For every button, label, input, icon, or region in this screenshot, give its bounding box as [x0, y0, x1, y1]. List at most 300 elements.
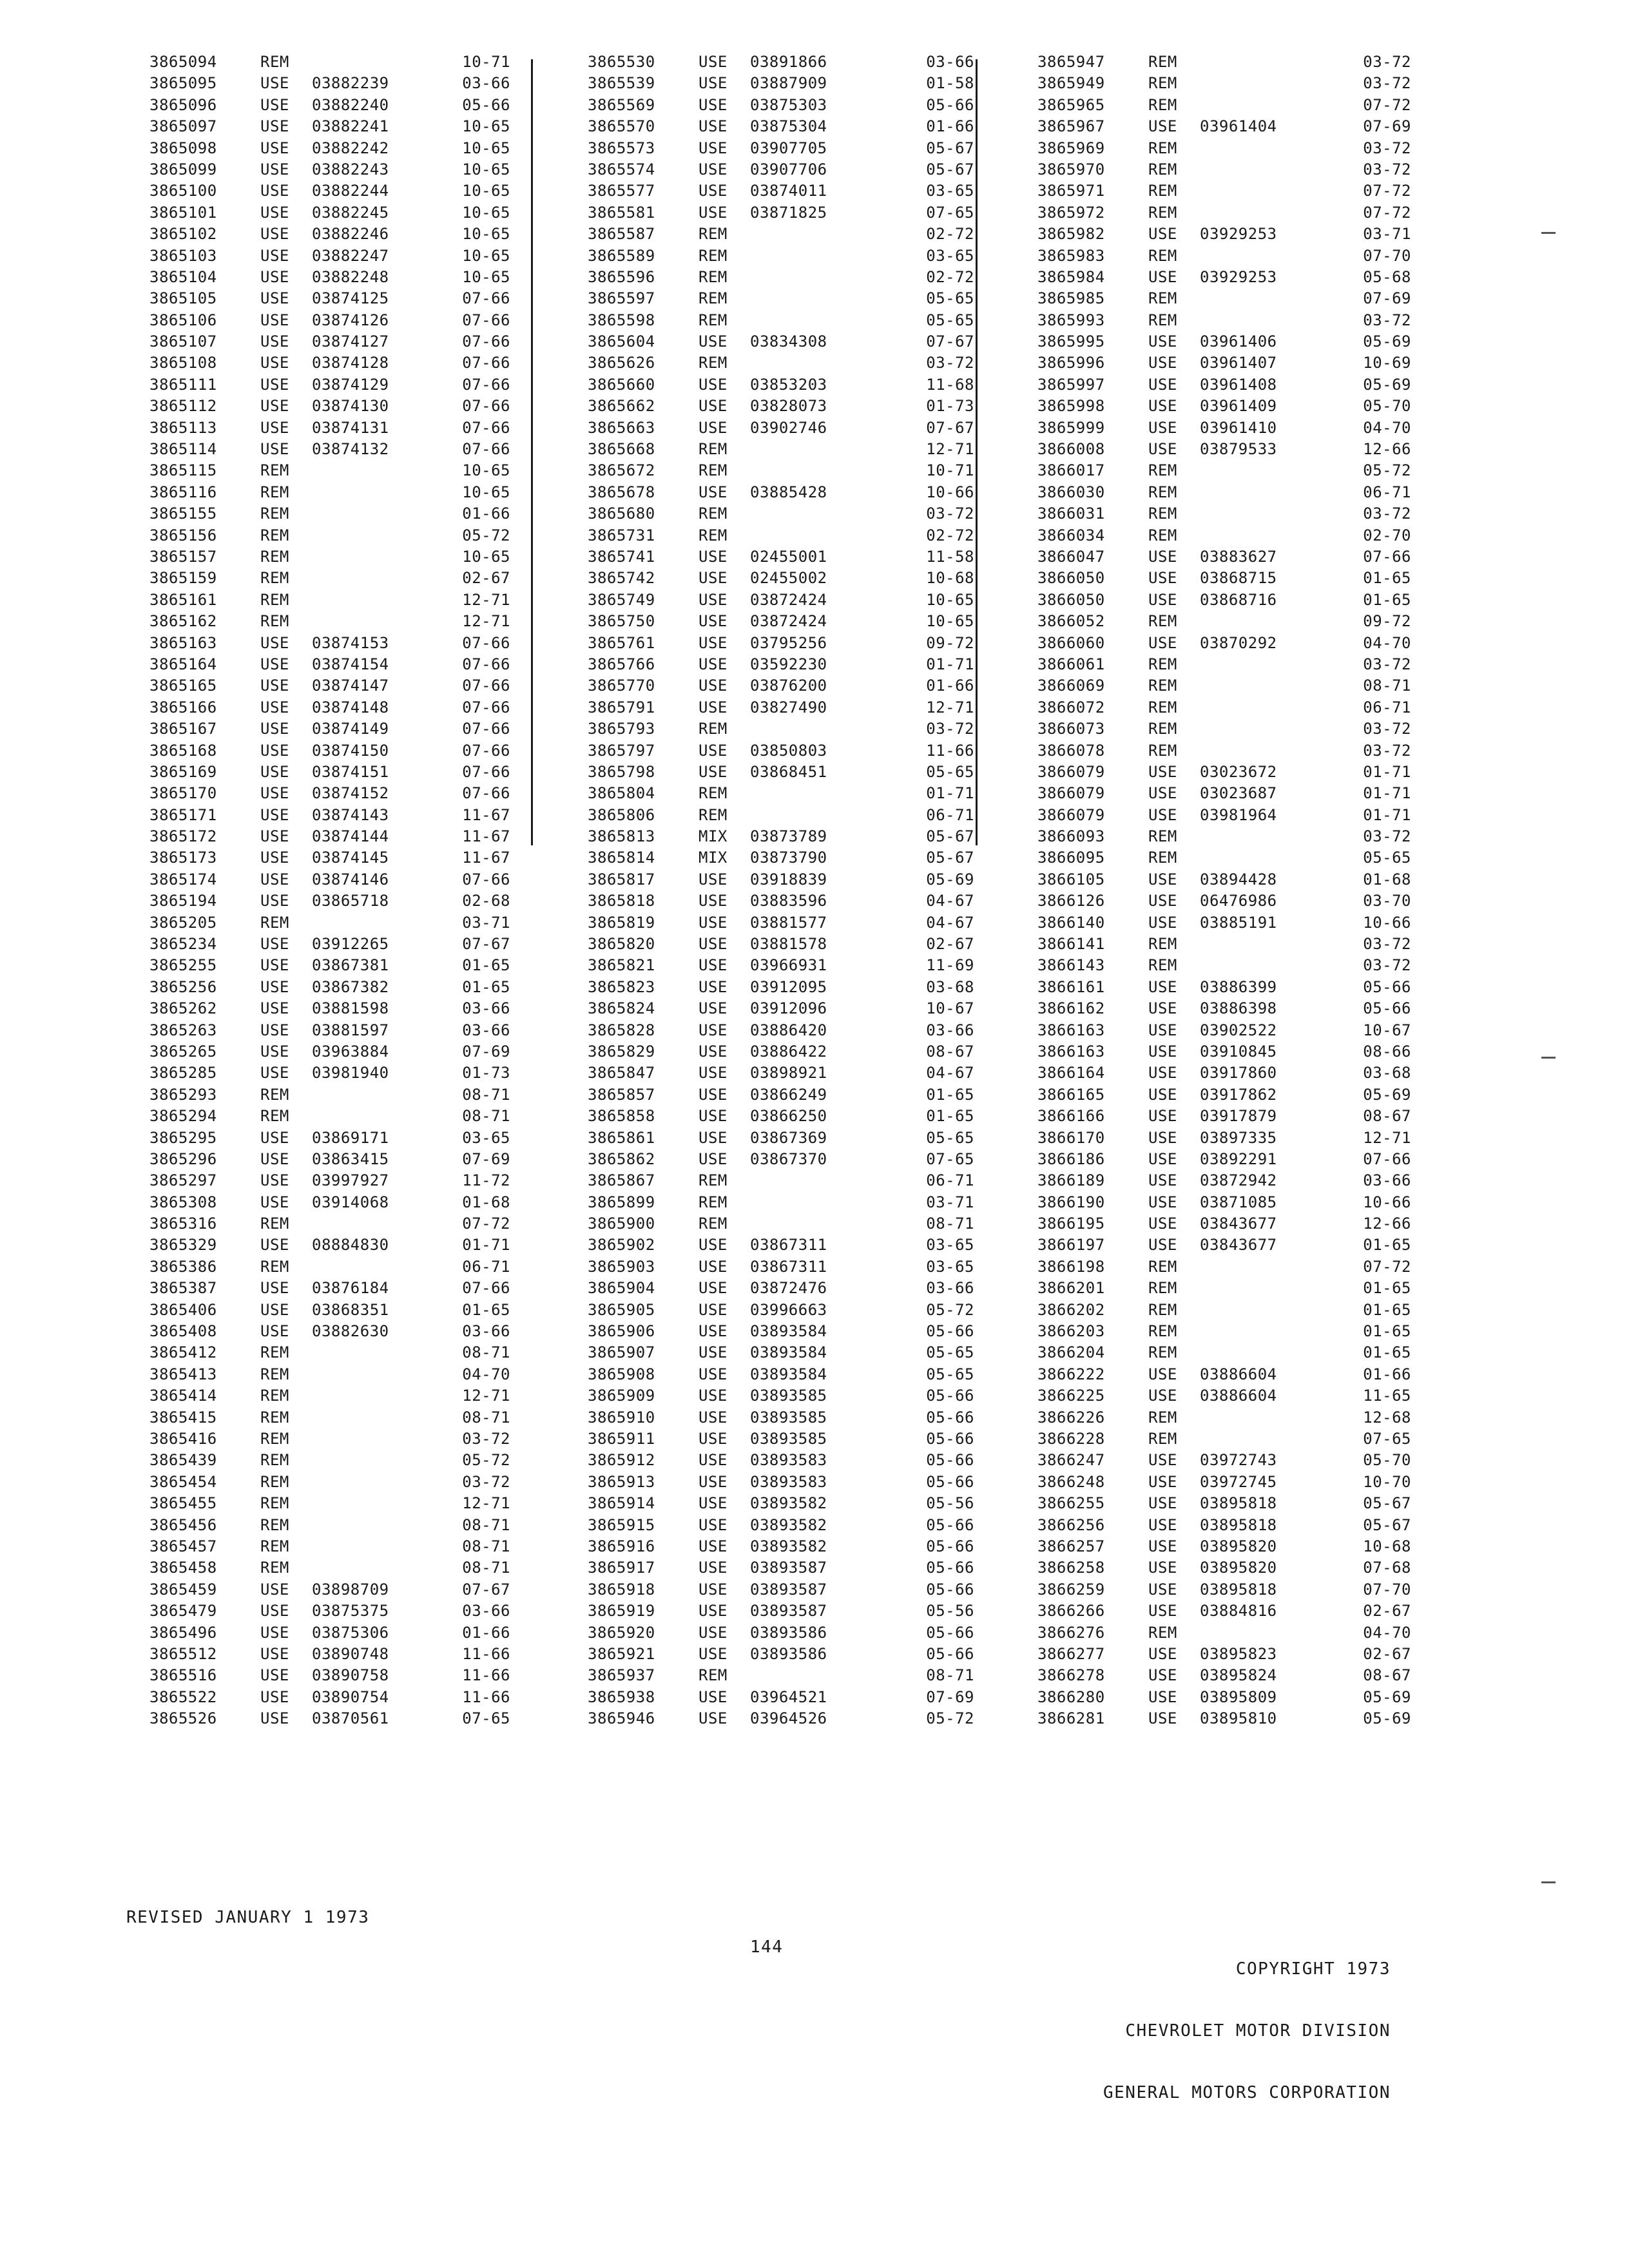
part-number: 3865906 — [588, 1322, 655, 1341]
replacement-number: 03874151 — [312, 762, 389, 781]
part-number: 3865938 — [588, 1687, 655, 1706]
action-code: USE — [699, 1021, 728, 1039]
action-code: USE — [1148, 440, 1177, 459]
part-number: 3865103 — [149, 246, 217, 265]
replacement-number: 03898709 — [312, 1580, 389, 1599]
part-number: 3865678 — [588, 483, 655, 501]
replacement-number: 03981964 — [1200, 805, 1277, 824]
action-code: REM — [1148, 483, 1177, 501]
table-row — [588, 95, 974, 116]
effective-date: 07-66 — [462, 289, 510, 308]
effective-date: 07-66 — [462, 354, 510, 372]
effective-date: 08-66 — [1363, 1042, 1411, 1061]
table-row — [1037, 1278, 1411, 1299]
effective-date: 07-66 — [462, 762, 510, 781]
action-code: USE — [699, 1537, 728, 1555]
effective-date: 07-69 — [462, 1149, 510, 1168]
part-number: 3866201 — [1037, 1279, 1105, 1298]
effective-date: 05-56 — [926, 1494, 974, 1513]
replacement-number: 03893586 — [750, 1644, 827, 1663]
table-row — [1037, 654, 1411, 675]
action-code: REM — [260, 1537, 289, 1555]
action-code: REM — [1148, 677, 1177, 695]
action-code: USE — [699, 182, 728, 200]
action-code: USE — [260, 1193, 289, 1211]
effective-date: 01-73 — [926, 397, 974, 416]
effective-date: 05-66 — [926, 1644, 974, 1663]
action-code: USE — [1148, 1042, 1177, 1061]
part-number: 3865917 — [588, 1559, 655, 1577]
replacement-number: 03907706 — [750, 160, 827, 178]
action-code: USE — [1148, 1580, 1177, 1599]
action-code: USE — [260, 1687, 289, 1706]
replacement-number: 03912095 — [750, 977, 827, 996]
table-row — [588, 805, 974, 826]
effective-date: 05-69 — [1363, 1709, 1411, 1728]
action-code: REM — [260, 1365, 289, 1383]
part-number: 3865806 — [588, 805, 655, 824]
part-number: 3866079 — [1037, 805, 1105, 824]
table-row — [1037, 159, 1411, 180]
effective-date: 10-65 — [462, 225, 510, 244]
part-number: 3865971 — [1037, 182, 1105, 200]
action-code: USE — [1148, 354, 1177, 372]
action-code: REM — [260, 590, 289, 609]
table-row — [1037, 697, 1411, 718]
table-row — [1037, 1450, 1411, 1471]
effective-date: 10-65 — [462, 160, 510, 178]
effective-date: 12-71 — [462, 612, 510, 631]
part-number: 3865904 — [588, 1279, 655, 1298]
replacement-number: 03910845 — [1200, 1042, 1277, 1061]
action-code: REM — [260, 913, 289, 932]
table-row — [1037, 1600, 1411, 1622]
effective-date: 05-67 — [926, 849, 974, 867]
table-row — [1037, 439, 1411, 460]
replacement-number: 03893585 — [750, 1430, 827, 1448]
action-code: USE — [260, 655, 289, 673]
part-number: 3865899 — [588, 1193, 655, 1211]
table-row — [588, 525, 974, 546]
effective-date: 10-66 — [926, 483, 974, 501]
part-number: 3866079 — [1037, 784, 1105, 803]
table-row — [149, 1041, 510, 1062]
table-row — [588, 762, 974, 783]
action-code: USE — [699, 332, 728, 351]
replacement-number: 03843677 — [1200, 1215, 1277, 1233]
action-code: USE — [699, 53, 728, 71]
action-code: USE — [260, 956, 289, 975]
table-row — [588, 1450, 974, 1471]
table-row — [149, 869, 510, 890]
effective-date: 04-70 — [1363, 1623, 1411, 1642]
replacement-number: 03895824 — [1200, 1666, 1277, 1685]
action-code: REM — [260, 1387, 289, 1405]
table-row — [149, 590, 510, 611]
replacement-number: 03893582 — [750, 1537, 827, 1555]
effective-date: 03-70 — [1363, 892, 1411, 910]
action-code: USE — [1148, 1171, 1177, 1190]
table-row — [588, 1256, 974, 1278]
effective-date: 01-65 — [1363, 1279, 1411, 1298]
action-code: USE — [699, 117, 728, 136]
effective-date: 03-71 — [926, 1193, 974, 1211]
replacement-number: 03023672 — [1200, 762, 1277, 781]
column-divider — [531, 59, 533, 845]
replacement-number: 03875375 — [312, 1602, 389, 1620]
effective-date: 05-56 — [926, 1602, 974, 1620]
effective-date: 12-71 — [926, 698, 974, 716]
action-code: USE — [699, 95, 728, 114]
replacement-number: 03874144 — [312, 827, 389, 846]
effective-date: 10-65 — [462, 117, 510, 136]
part-number: 3865113 — [149, 418, 217, 437]
action-code: USE — [699, 655, 728, 673]
part-number: 3865910 — [588, 1408, 655, 1427]
table-row — [1037, 1062, 1411, 1084]
part-number: 3865106 — [149, 311, 217, 329]
action-code: USE — [260, 418, 289, 437]
action-code: REM — [1148, 246, 1177, 265]
replacement-number: 03867311 — [750, 1257, 827, 1276]
table-row — [1037, 95, 1411, 116]
part-number: 3866140 — [1037, 913, 1105, 932]
effective-date: 02-67 — [1363, 1602, 1411, 1620]
table-row — [588, 159, 974, 180]
effective-date: 07-69 — [1363, 289, 1411, 308]
action-code: USE — [260, 677, 289, 695]
effective-date: 03-72 — [1363, 827, 1411, 846]
action-code: USE — [260, 805, 289, 824]
part-number: 3865731 — [588, 526, 655, 544]
action-code: USE — [1148, 267, 1177, 286]
effective-date: 03-72 — [1363, 160, 1411, 178]
action-code: USE — [1148, 1709, 1177, 1728]
replacement-number: 03882239 — [312, 74, 389, 93]
scan-mark — [1541, 1057, 1556, 1059]
effective-date: 05-66 — [926, 1515, 974, 1534]
table-row — [1037, 740, 1411, 762]
replacement-number: 03872476 — [750, 1279, 827, 1298]
action-code: USE — [699, 1408, 728, 1427]
action-code: USE — [1148, 805, 1177, 824]
effective-date: 01-66 — [926, 117, 974, 136]
action-code: USE — [1148, 1494, 1177, 1513]
part-number: 3865902 — [588, 1236, 655, 1254]
action-code: USE — [699, 1687, 728, 1706]
part-number: 3865102 — [149, 225, 217, 244]
action-code: USE — [699, 633, 728, 652]
effective-date: 04-67 — [926, 1064, 974, 1082]
action-code: REM — [1148, 289, 1177, 308]
action-code: USE — [699, 870, 728, 889]
effective-date: 07-65 — [462, 1709, 510, 1728]
action-code: REM — [1148, 956, 1177, 975]
effective-date: 08-71 — [1363, 677, 1411, 695]
effective-date: 10-65 — [462, 461, 510, 480]
table-row — [1037, 1708, 1411, 1729]
replacement-number: 03874011 — [750, 182, 827, 200]
parts-column-2 — [588, 52, 974, 1729]
effective-date: 05-66 — [1363, 977, 1411, 996]
action-code: USE — [1148, 547, 1177, 566]
effective-date: 05-66 — [1363, 999, 1411, 1018]
effective-date: 05-68 — [1363, 267, 1411, 286]
replacement-number: 03865718 — [312, 892, 389, 910]
effective-date: 06-71 — [926, 1171, 974, 1190]
effective-date: 05-66 — [926, 1537, 974, 1555]
action-code: USE — [1148, 892, 1177, 910]
page-number: 144 — [750, 1937, 784, 1957]
effective-date: 01-71 — [926, 784, 974, 803]
action-code: USE — [260, 1300, 289, 1319]
table-row — [149, 912, 510, 934]
effective-date: 03-72 — [1363, 935, 1411, 954]
scan-mark — [1541, 232, 1556, 234]
action-code: USE — [260, 784, 289, 803]
action-code: USE — [260, 1236, 289, 1254]
part-number: 3865496 — [149, 1623, 217, 1642]
part-number: 3865982 — [1037, 225, 1105, 244]
action-code: USE — [699, 1365, 728, 1383]
part-number: 3865793 — [588, 720, 655, 738]
action-code: REM — [1148, 655, 1177, 673]
effective-date: 05-65 — [1363, 849, 1411, 867]
table-row — [149, 1536, 510, 1557]
part-number: 3865458 — [149, 1559, 217, 1577]
part-number: 3865526 — [149, 1709, 217, 1728]
part-number: 3866165 — [1037, 1085, 1105, 1104]
action-code: USE — [1148, 225, 1177, 244]
table-row — [149, 525, 510, 546]
action-code: MIX — [699, 827, 728, 846]
table-row — [588, 1493, 974, 1514]
part-number: 3865456 — [149, 1515, 217, 1534]
action-code: USE — [1148, 1236, 1177, 1254]
table-row — [149, 1278, 510, 1299]
replacement-number: 03893585 — [750, 1387, 827, 1405]
action-code: REM — [1148, 1322, 1177, 1341]
table-row — [588, 1342, 974, 1363]
part-number: 3865530 — [588, 53, 655, 71]
replacement-number: 03895820 — [1200, 1537, 1277, 1555]
action-code: REM — [260, 612, 289, 631]
part-number: 3865171 — [149, 805, 217, 824]
replacement-number: 03918839 — [750, 870, 827, 889]
replacement-number: 03873789 — [750, 827, 827, 846]
replacement-number: 03961406 — [1200, 332, 1277, 351]
action-code: USE — [699, 74, 728, 93]
replacement-number: 03961404 — [1200, 117, 1277, 136]
part-number: 3865819 — [588, 913, 655, 932]
table-row — [1037, 590, 1411, 611]
action-code: REM — [1148, 95, 1177, 114]
table-row — [149, 805, 510, 826]
action-code: USE — [260, 741, 289, 760]
part-number: 3865512 — [149, 1644, 217, 1663]
action-code: REM — [1148, 461, 1177, 480]
action-code: REM — [699, 311, 728, 329]
replacement-number: 03874143 — [312, 805, 389, 824]
effective-date: 10-65 — [462, 483, 510, 501]
part-number: 3866280 — [1037, 1687, 1105, 1706]
replacement-number: 03917879 — [1200, 1107, 1277, 1126]
effective-date: 07-67 — [926, 332, 974, 351]
table-row — [149, 1235, 510, 1256]
action-code: REM — [699, 805, 728, 824]
part-number: 3865308 — [149, 1193, 217, 1211]
action-code: REM — [1148, 741, 1177, 760]
replacement-number: 03884816 — [1200, 1602, 1277, 1620]
action-code: USE — [260, 720, 289, 738]
effective-date: 12-68 — [1363, 1408, 1411, 1427]
part-number: 3865294 — [149, 1107, 217, 1126]
part-number: 3865993 — [1037, 311, 1105, 329]
action-code: REM — [260, 461, 289, 480]
table-row — [149, 1364, 510, 1385]
replacement-number: 03961408 — [1200, 375, 1277, 394]
part-number: 3865821 — [588, 956, 655, 975]
effective-date: 01-58 — [926, 74, 974, 93]
action-code: USE — [1148, 1559, 1177, 1577]
table-row — [1037, 1665, 1411, 1686]
part-number: 3866190 — [1037, 1193, 1105, 1211]
part-number: 3865947 — [1037, 53, 1105, 71]
part-number: 3866050 — [1037, 590, 1105, 609]
part-number: 3865921 — [588, 1644, 655, 1663]
action-code: USE — [1148, 999, 1177, 1018]
part-number: 3865577 — [588, 182, 655, 200]
replacement-number: 03917862 — [1200, 1085, 1277, 1104]
replacement-number: 03892291 — [1200, 1149, 1277, 1168]
part-number: 3865115 — [149, 461, 217, 480]
action-code: REM — [1148, 1300, 1177, 1319]
action-code: REM — [699, 225, 728, 244]
effective-date: 01-66 — [462, 1623, 510, 1642]
action-code: USE — [1148, 117, 1177, 136]
replacement-number: 03863415 — [312, 1149, 389, 1168]
part-number: 3865813 — [588, 827, 655, 846]
effective-date: 03-71 — [1363, 225, 1411, 244]
action-code: USE — [260, 892, 289, 910]
part-number: 3865168 — [149, 741, 217, 760]
replacement-number: 03874125 — [312, 289, 389, 308]
part-number: 3865408 — [149, 1322, 217, 1341]
part-number: 3865770 — [588, 677, 655, 695]
part-number: 3865742 — [588, 569, 655, 588]
action-code: USE — [260, 74, 289, 93]
replacement-number: 03893583 — [750, 1472, 827, 1491]
effective-date: 07-69 — [462, 1042, 510, 1061]
table-row — [588, 675, 974, 697]
effective-date: 07-72 — [1363, 182, 1411, 200]
part-number: 3865911 — [588, 1430, 655, 1448]
action-code: USE — [699, 1085, 728, 1104]
replacement-number: 03882243 — [312, 160, 389, 178]
action-code: USE — [260, 1021, 289, 1039]
table-row — [588, 1600, 974, 1622]
effective-date: 05-72 — [1363, 461, 1411, 480]
replacement-number: 03874145 — [312, 849, 389, 867]
part-number: 3866143 — [1037, 956, 1105, 975]
action-code: REM — [1148, 505, 1177, 523]
effective-date: 02-72 — [926, 225, 974, 244]
action-code: USE — [699, 1580, 728, 1599]
replacement-number: 03895818 — [1200, 1580, 1277, 1599]
effective-date: 07-66 — [462, 418, 510, 437]
action-code: USE — [260, 246, 289, 265]
table-row — [588, 418, 974, 439]
replacement-number: 03882247 — [312, 246, 389, 265]
replacement-number: 03895823 — [1200, 1644, 1277, 1663]
part-number: 3865112 — [149, 397, 217, 416]
effective-date: 02-70 — [1363, 526, 1411, 544]
replacement-number: 03882630 — [312, 1322, 389, 1341]
effective-date: 10-70 — [1363, 1472, 1411, 1491]
table-row — [588, 224, 974, 245]
action-code: USE — [699, 1064, 728, 1082]
part-number: 3865996 — [1037, 354, 1105, 372]
part-number: 3865916 — [588, 1537, 655, 1555]
table-row — [1037, 116, 1411, 137]
part-number: 3865114 — [149, 440, 217, 459]
table-row — [149, 1213, 510, 1235]
table-row — [588, 1062, 974, 1084]
action-code: USE — [260, 311, 289, 329]
action-code: REM — [699, 720, 728, 738]
effective-date: 05-66 — [926, 1559, 974, 1577]
action-code: REM — [699, 246, 728, 265]
part-number: 3866255 — [1037, 1494, 1105, 1513]
effective-date: 07-66 — [462, 311, 510, 329]
part-number: 3865626 — [588, 354, 655, 372]
effective-date: 03-72 — [1363, 956, 1411, 975]
effective-date: 07-66 — [1363, 1149, 1411, 1168]
table-row — [588, 1084, 974, 1106]
part-number: 3865909 — [588, 1387, 655, 1405]
table-row — [149, 1321, 510, 1342]
effective-date: 05-69 — [1363, 332, 1411, 351]
table-row — [1037, 1536, 1411, 1557]
action-code: REM — [1148, 698, 1177, 716]
action-code: REM — [260, 483, 289, 501]
effective-date: 02-67 — [1363, 1644, 1411, 1663]
part-number: 3865997 — [1037, 375, 1105, 394]
action-code: REM — [1148, 1408, 1177, 1427]
replacement-number: 03874153 — [312, 633, 389, 652]
table-row — [588, 1041, 974, 1062]
replacement-number: 03843677 — [1200, 1236, 1277, 1254]
replacement-number: 03868451 — [750, 762, 827, 781]
table-row — [588, 1020, 974, 1041]
table-row — [588, 73, 974, 94]
table-row — [588, 503, 974, 524]
part-number: 3866198 — [1037, 1257, 1105, 1276]
action-code: USE — [699, 418, 728, 437]
action-code: USE — [1148, 1021, 1177, 1039]
part-number: 3865596 — [588, 267, 655, 286]
part-number: 3865297 — [149, 1171, 217, 1190]
part-number: 3866256 — [1037, 1515, 1105, 1534]
part-number: 3866079 — [1037, 762, 1105, 781]
table-row — [1037, 503, 1411, 524]
part-number: 3865663 — [588, 418, 655, 437]
table-row — [588, 1579, 974, 1600]
table-row — [149, 697, 510, 718]
effective-date: 07-65 — [926, 1149, 974, 1168]
table-row — [149, 180, 510, 202]
action-code: USE — [1148, 1107, 1177, 1126]
